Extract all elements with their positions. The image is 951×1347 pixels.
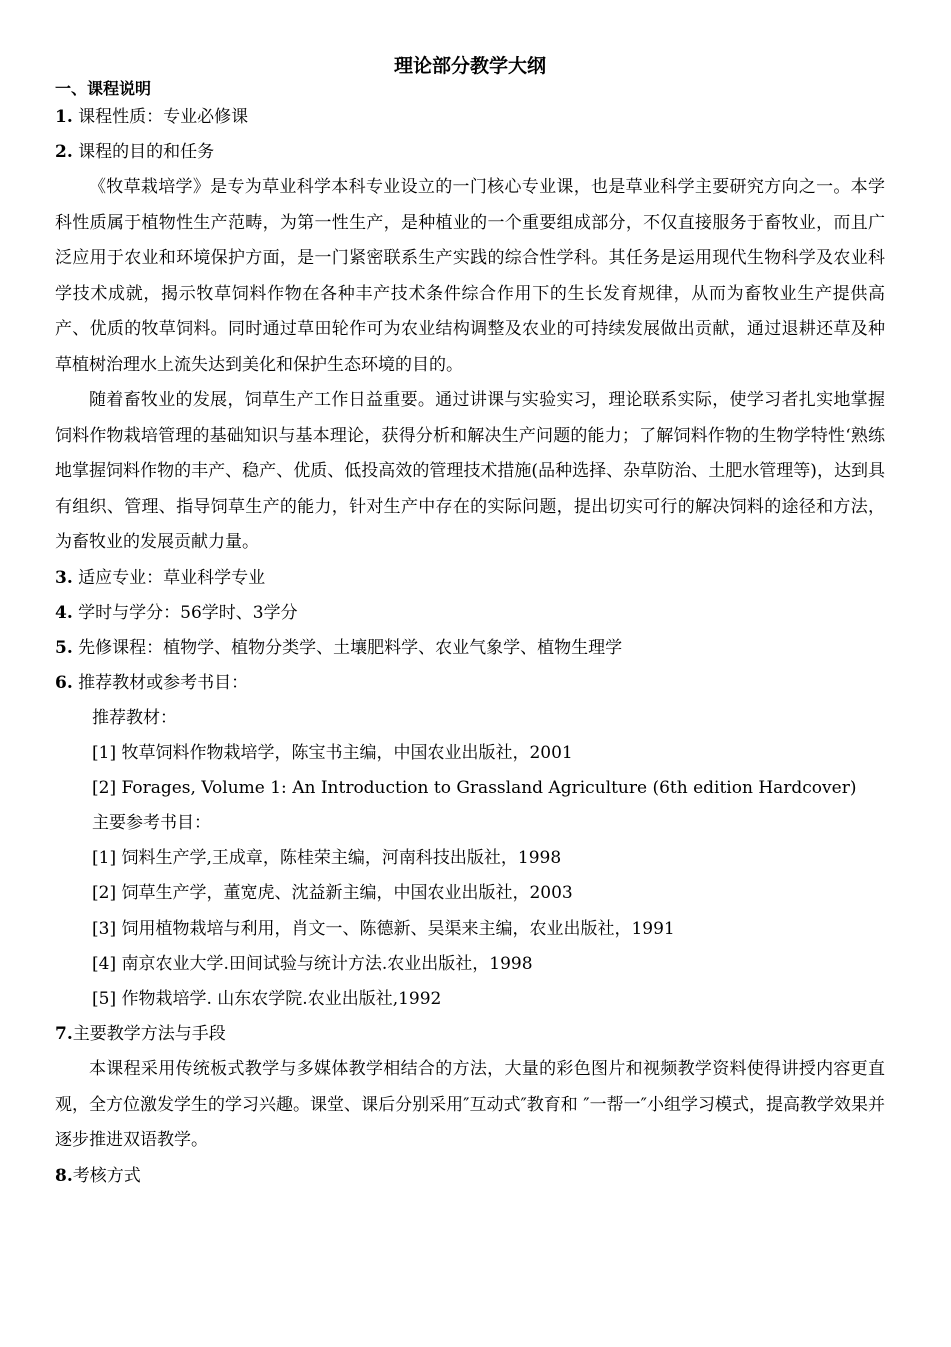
list-item [55,596,885,631]
item-number: 3 [55,567,67,588]
paragraph: 本课程采用传统板式教学与多媒体教学相结合的方法，大量的彩色图片和视频教学资料使得讲授内容更直观，全方位激发学生的学习兴趣。课堂、课后分别采用″互动式″教育和 ″一帮一″小组学习模式，提高教学效果并逐步推进双语教学。 [55,1059,885,1151]
paragraph: 《牧草栽培学》是专为草业科学本科专业设立的一门核心专业课，也是草业科学主要研究方向之一。本学科性质属于植物性生产范畴，为第一性生产，是种植业的一个重要组成部分，不仅直接服务于畜牧业，而且广泛应用于农业和环境保护方面，是一门紧密联系生产实践的综合性学科。其任务是运用现代生物科学及农业科学技术成就，揭示牧草饲料作物在各种丰产技术条件综合作用下的生长发育规律，从而为畜牧业生产提供高产、优质的牧草饲料。同时通过草田轮作可为农业结构调整及农业的可持续发展做出贡献，通过退耕还草及种草植树治理水上流失达到美化和保护生态环境的目的。 [55,177,885,375]
item-separator: . [66,672,73,693]
list-item [55,135,885,170]
list-item [55,1159,885,1194]
item-text: 课程的目的和任务 [78,142,215,162]
item-separator: . [66,637,73,658]
item-number: 2 [55,142,67,162]
item-text: 适应专业：草业科学专业 [78,567,266,588]
item-separator: . [66,107,73,127]
item-text: 主要教学方法与手段 [72,1024,226,1045]
reference-entry: [1] 饲料生产学,王成章，陈桂荣主编，河南科技出版社，1998 [92,848,562,869]
list-item [55,561,885,596]
list-item [55,631,885,666]
item-number: 8 [55,1165,67,1186]
item-number: 7 [55,1024,67,1045]
reference-entry: [5] 作物栽培学. 山东农学院.农业出版社,1992 [92,989,442,1009]
item-text: 推荐教材或参考书目： [78,672,249,693]
item-separator: . [66,142,73,162]
item-number: 6 [55,672,67,693]
reference-entry: [2] 饲草生产学，董宽虎、沈益新主编，中国农业出版社，2003 [92,883,573,904]
list-item [55,1017,885,1052]
list-item [55,666,885,701]
item-separator: . [66,567,73,588]
item-number: 5 [55,637,67,658]
textbooks-label: 推荐教材： [92,707,177,728]
item-text: 考核方式 [72,1165,141,1186]
item-text: 先修课程：植物学、植物分类学、土壤肥料学、农业气象学、植物生理学 [78,637,623,658]
item-number: 4 [55,602,67,623]
item-number: 1 [55,107,67,127]
textbook-entry: [2] Forages, Volume 1: An Introduction to Grassland Agriculture (6th edition Hardcover) [92,777,857,798]
textbook-entry: [1] 牧草饲料作物栽培学，陈宝书主编，中国农业出版社，2001 [92,742,573,763]
item-text: 课程性质：专业必修课 [78,107,249,127]
reference-entry: [3] 饲用植物栽培与利用，肖文一、陈德新、吴渠来主编，农业出版社，1991 [92,918,675,939]
references-label: 主要参考书目： [92,813,211,834]
item-separator: . [66,602,73,623]
paragraph: 随着畜牧业的发展，饲草生产工作日益重要。通过讲课与实验实习，理论联系实际，使学习者扎实地掌握饲料作物栽培管理的基础知识与基本理论，获得分析和解决生产问题的能力；了解饲料作物的生物学特性‘熟练地掌握饲料作物的丰产、稳产、优质、低投高效的管理技术措施(品种选择、杂草防治、土肥水管理等)，达到具有组织、管理、指导饲草生产的能力，针对生产中存在的实际问题，提出切实可行的解决饲料的途径和方法，为畜牧业的发展贡献力量。 [55,390,885,552]
page-title: 理论部分教学大纲 [393,55,546,77]
list-item [55,100,885,135]
reference-entry: [4] 南京农业大学.田间试验与统计方法.农业出版社，1998 [92,953,533,974]
item-text: 学时与学分：56学时、3学分 [78,602,298,623]
section-heading: 一、课程说明 [55,79,152,98]
item-separator: . [66,1165,73,1186]
item-separator: . [66,1024,73,1045]
